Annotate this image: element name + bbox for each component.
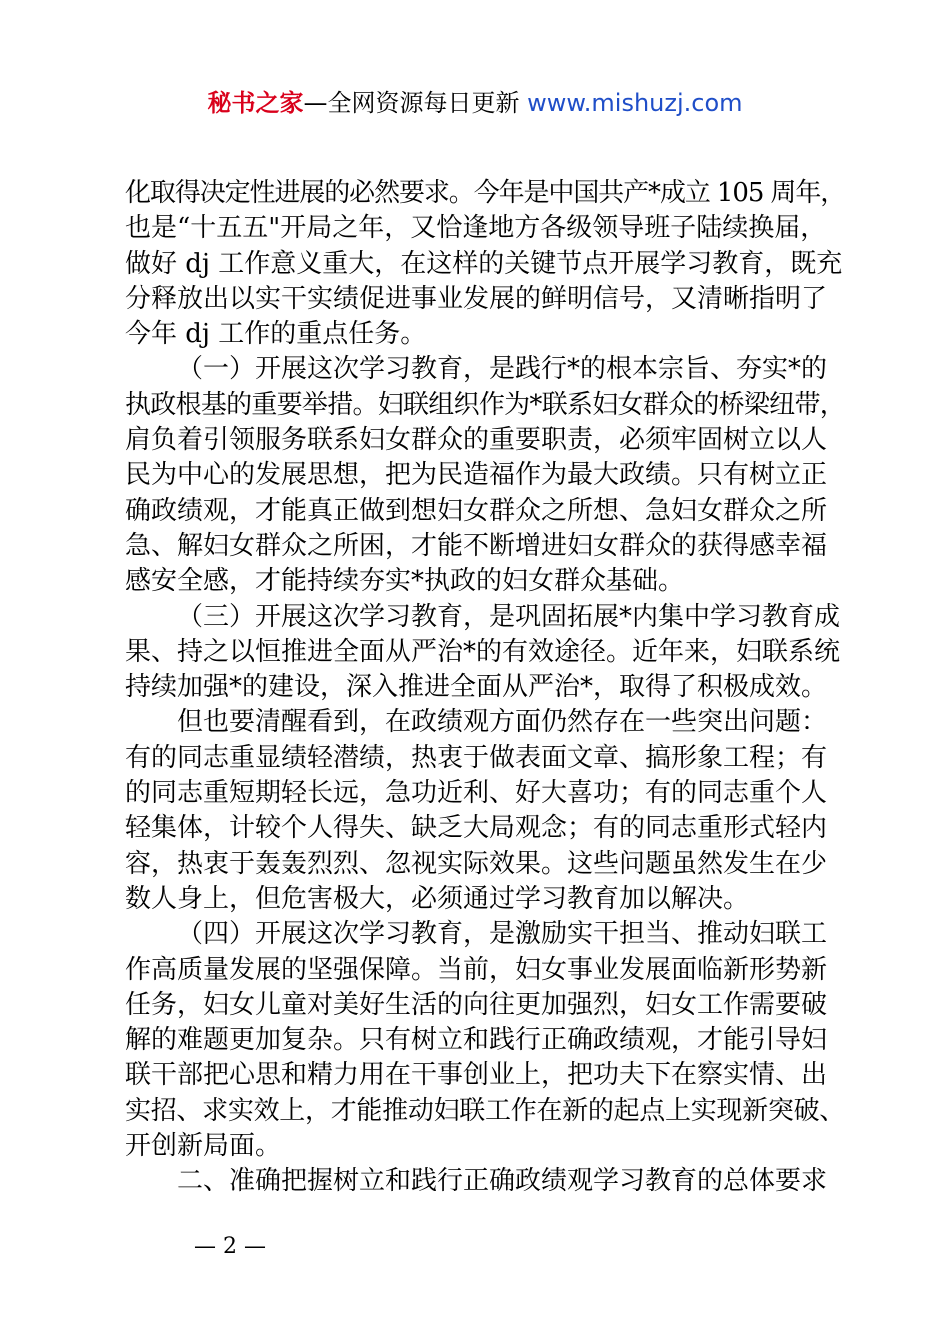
text-line: 二、准确把握树立和践行正确政绩观学习教育的总体要求 (177, 1166, 828, 1197)
text-line: 民为中心的发展思想，把为民造福作为最大政绩。只有树立正 (125, 460, 828, 491)
text-line: 开创新局面。 (125, 1131, 282, 1162)
text-line: 轻集体，计较个人得失、缺乏大局观念；有的同志重形式轻内 (125, 813, 828, 844)
text-line: 作高质量发展的坚强保障。当前，妇女事业发展面临新形势新 (125, 954, 828, 985)
text-line: 任务，妇女儿童对美好生活的向往更加强烈，妇女工作需要破 (125, 989, 828, 1020)
text-line: 今年 dj 工作的重点任务。 (125, 319, 427, 350)
text-line: 解的难题更加复杂。只有树立和践行正确政绩观，才能引导妇 (125, 1025, 828, 1056)
site-url[interactable]: www.mishuzj.com (527, 89, 743, 117)
document-body (125, 176, 845, 1200)
text-line: 急、解妇女群众之所困，才能不断增进妇女群众的获得感幸福 (125, 530, 828, 561)
text-line: 分释放出以实干实绩促进事业发展的鲜明信号，又清晰指明了 (125, 283, 828, 314)
text-line: 确政绩观，才能真正做到想妇女群众之所想、急妇女群众之所 (125, 495, 828, 526)
text-line: （三）开展这次学习教育，是巩固拓展*内集中学习教育成 (177, 601, 841, 632)
site-header (0, 86, 950, 120)
text-line: 也是“十五五"开局之年，又恰逢地方各级领导班子陆续换届， (125, 213, 827, 244)
text-line: 化取得决定性进展的必然要求。今年是中国共产*成立 105 周年， (125, 178, 846, 208)
text-line: （四）开展这次学习教育，是激励实干担当、推动妇联工 (177, 919, 828, 950)
text-line: 持续加强*的建设，深入推进全面从严治*，取得了积极成效。 (125, 672, 828, 703)
header-tagline: —全网资源每日更新 (303, 89, 528, 117)
page-number: — 2 — (194, 1234, 266, 1259)
brand-name: 秘书之家 (207, 89, 304, 117)
text-line: 执政根基的重要举措。妇联组织作为*联系妇女群众的桥梁纽带， (125, 389, 846, 420)
text-line: 有的同志重显绩轻潜绩，热衷于做表面文章、搞形象工程；有 (125, 742, 828, 773)
text-line: 数人身上，但危害极大，必须通过学习教育加以解决。 (125, 883, 750, 914)
text-line: 实招、求实效上，才能推动妇联工作在新的起点上实现新突破、 (125, 1095, 846, 1126)
text-line: 肩负着引领服务联系妇女群众的重要职责，必须牢固树立以人 (125, 425, 828, 456)
text-line: （一）开展这次学习教育，是践行*的根本宗旨、夯实*的 (177, 354, 828, 385)
text-line: 做好 dj 工作意义重大，在这样的关键节点开展学习教育，既充 (125, 248, 843, 279)
text-line: 容，热衷于轰轰烈烈、忽视实际效果。这些问题虽然发生在少 (125, 848, 828, 879)
text-line: 感安全感，才能持续夯实*执政的妇女群众基础。 (125, 566, 685, 597)
text-line: 但也要清醒看到，在政绩观方面仍然存在一些突出问题： (177, 707, 828, 738)
text-line: 联干部把心思和精力用在干事创业上，把功夫下在察实情、出 (125, 1060, 828, 1091)
text-line: 果、持之以恒推进全面从严治*的有效途径。近年来，妇联系统 (125, 636, 841, 667)
text-line: 的同志重短期轻长远，急功近利、好大喜功；有的同志重个人 (125, 778, 828, 809)
